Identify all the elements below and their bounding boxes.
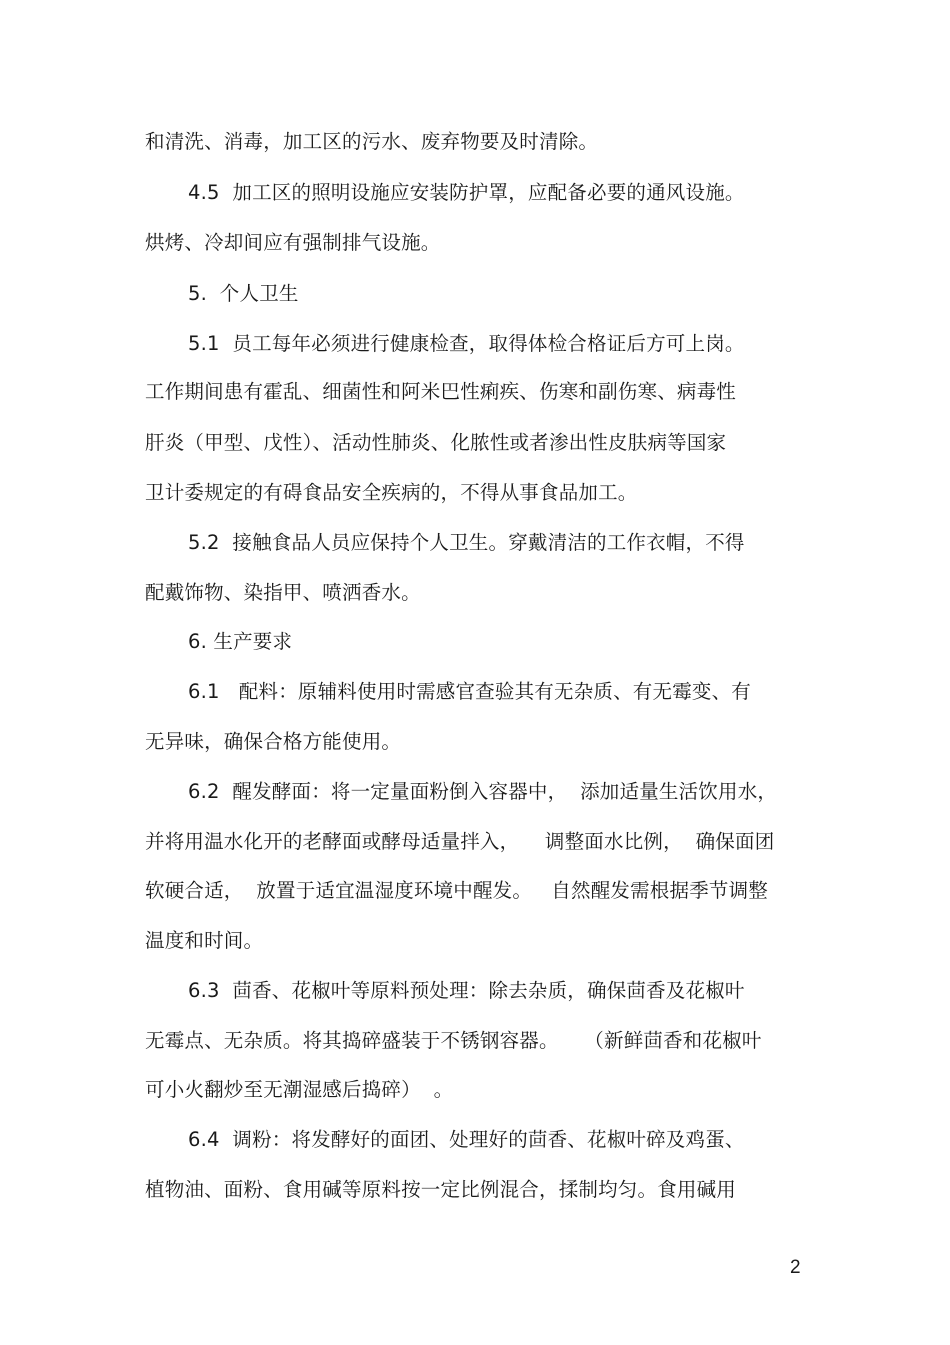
text-line: 和清洗、消毒，加工区的污水、废弃物要及时清除。 xyxy=(145,130,599,153)
text-line: 软硬合适， 放置于适宜温湿度环境中醒发。 自然醒发需根据季节调整 xyxy=(145,879,768,902)
section-heading: 5. 个人卫生 xyxy=(188,282,299,305)
text-line: 6.4 调粉：将发酵好的面团、处理好的茴香、花椒叶碎及鸡蛋、 xyxy=(188,1128,745,1151)
text-line: 6.1 配料：原辅料使用时需感官查验其有无杂质、有无霉变、有 xyxy=(188,680,752,703)
text-line: 植物油、面粉、食用碱等原料按一定比例混合，揉制均匀。食用碱用 xyxy=(145,1178,737,1201)
text-line: 配戴饰物、染指甲、喷洒香水。 xyxy=(145,581,421,604)
text-line: 卫计委规定的有碍食品安全疾病的，不得从事食品加工。 xyxy=(145,481,638,504)
page-number: 2 xyxy=(790,1257,801,1278)
text-line: 肝炎（甲型、戊性）、活动性肺炎、化脓性或者渗出性皮肤病等国家 xyxy=(145,431,727,454)
text-line: 温度和时间。 xyxy=(145,929,264,952)
text-line: 工作期间患有霍乱、细菌性和阿米巴性痢疾、伤寒和副伤寒、病毒性 xyxy=(145,380,737,403)
text-line: 5.1 员工每年必须进行健康检查，取得体检合格证后方可上岗。 xyxy=(188,332,745,355)
text-line: 4.5 加工区的照明设施应安装防护罩，应配备必要的通风设施。 xyxy=(188,181,745,204)
text-line: 并将用温水化开的老酵面或酵母适量拌入， 调整面水比例， 确保面团 xyxy=(145,830,775,853)
text-line: 6.2 醒发酵面：将一定量面粉倒入容器中， 添加适量生活饮用水， xyxy=(188,780,778,803)
text-line: 可小火翻炒至无潮湿感后捣碎） 。 xyxy=(145,1078,454,1101)
text-line: 5.2 接触食品人员应保持个人卫生。穿戴清洁的工作衣帽，不得 xyxy=(188,531,745,554)
text-line: 无霉点、无杂质。将其捣碎盛装于不锈钢容器。 （新鲜茴香和花椒叶 xyxy=(145,1029,762,1052)
text-line: 6.3 茴香、花椒叶等原料预处理：除去杂质，确保茴香及花椒叶 xyxy=(188,979,745,1002)
text-line: 烘烤、冷却间应有强制排气设施。 xyxy=(145,231,441,254)
section-heading: 6. 生产要求 xyxy=(188,630,293,653)
text-line: 无异味，确保合格方能使用。 xyxy=(145,730,402,753)
